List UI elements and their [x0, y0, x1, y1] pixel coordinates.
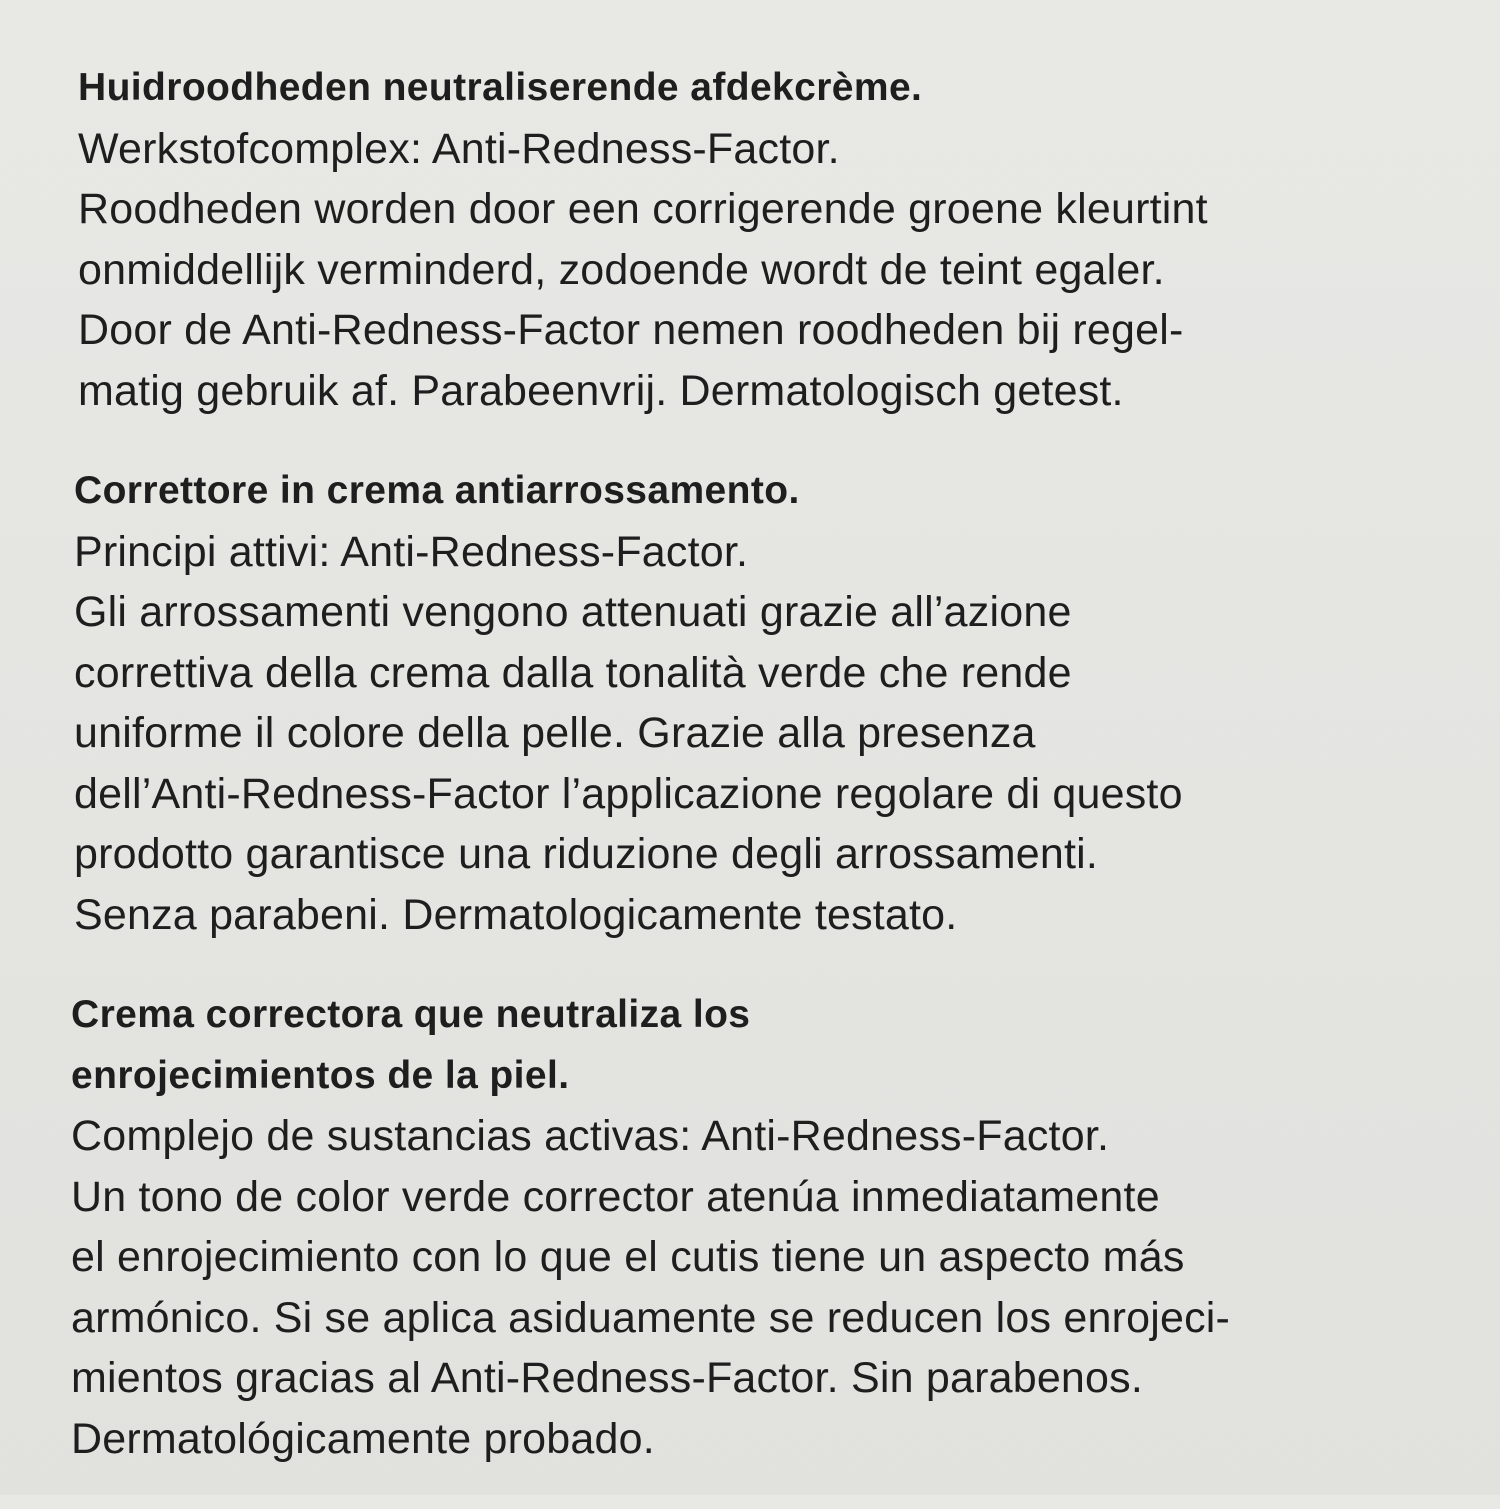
- spanish-body-line: el enrojecimiento con lo que el cutis tiene un aspecto más: [71, 1233, 1185, 1281]
- italian-body-line: correttiva della crema dalla tonalità verde che rende: [74, 648, 1072, 697]
- spanish-body-line: armónico. Si se aplica asiduamente se reducen los enrojeci-: [71, 1293, 1231, 1342]
- italian-body-line: Gli arrossamenti vengono attenuati grazie all’azione: [74, 588, 1072, 636]
- text-content: [71, 58, 1474, 1509]
- italian-body-line: prodotto garantisce una riduzione degli arrossamenti.: [74, 830, 1099, 878]
- section-dutch: [78, 58, 1474, 421]
- dutch-heading: Huidroodheden neutraliserende afdekcrème.: [78, 66, 923, 109]
- spanish-heading-line-2: enrojecimientos de la piel.: [71, 1053, 570, 1097]
- dutch-body-line: Door de Anti-Redness-Factor nemen roodheden bij regel-: [78, 306, 1184, 354]
- italian-active-ingredients: Principi attivi: Anti-Redness-Factor.: [74, 527, 749, 576]
- spanish-body-line: mientos gracias al Anti-Redness-Factor. Sin parabenos.: [71, 1354, 1144, 1402]
- spanish-active-complex: Complejo de sustancias activas: Anti-Redness-Factor.: [71, 1112, 1110, 1160]
- dutch-body-line: onmiddellijk verminderd, zodoende wordt de teint egaler.: [78, 245, 1165, 294]
- italian-heading: Correttore in crema antiarrossamento.: [74, 469, 800, 512]
- dutch-active-complex: Werkstofcomplex: Anti-Redness-Factor.: [78, 124, 840, 173]
- spanish-body-line: Dermatológicamente probado.: [71, 1414, 655, 1463]
- italian-body-line: dell’Anti-Redness-Factor l’applicazione regolare di questo: [74, 769, 1183, 818]
- italian-body-line: Senza parabeni. Dermatologicamente testato.: [74, 890, 958, 939]
- dutch-body-line: Roodheden worden door een corrigerende groene kleurtint: [78, 185, 1208, 233]
- section-italian: [74, 461, 1474, 945]
- spanish-heading-line-1: Crema correctora que neutraliza los: [71, 993, 751, 1036]
- section-spanish: [71, 985, 1474, 1469]
- spanish-body-line: Un tono de color verde corrector atenúa inmediatamente: [71, 1172, 1160, 1221]
- italian-body-line: uniforme il colore della pelle. Grazie alla presenza: [74, 709, 1036, 757]
- dutch-body-line: matig gebruik af. Parabeenvrij. Dermatologisch getest.: [78, 366, 1124, 415]
